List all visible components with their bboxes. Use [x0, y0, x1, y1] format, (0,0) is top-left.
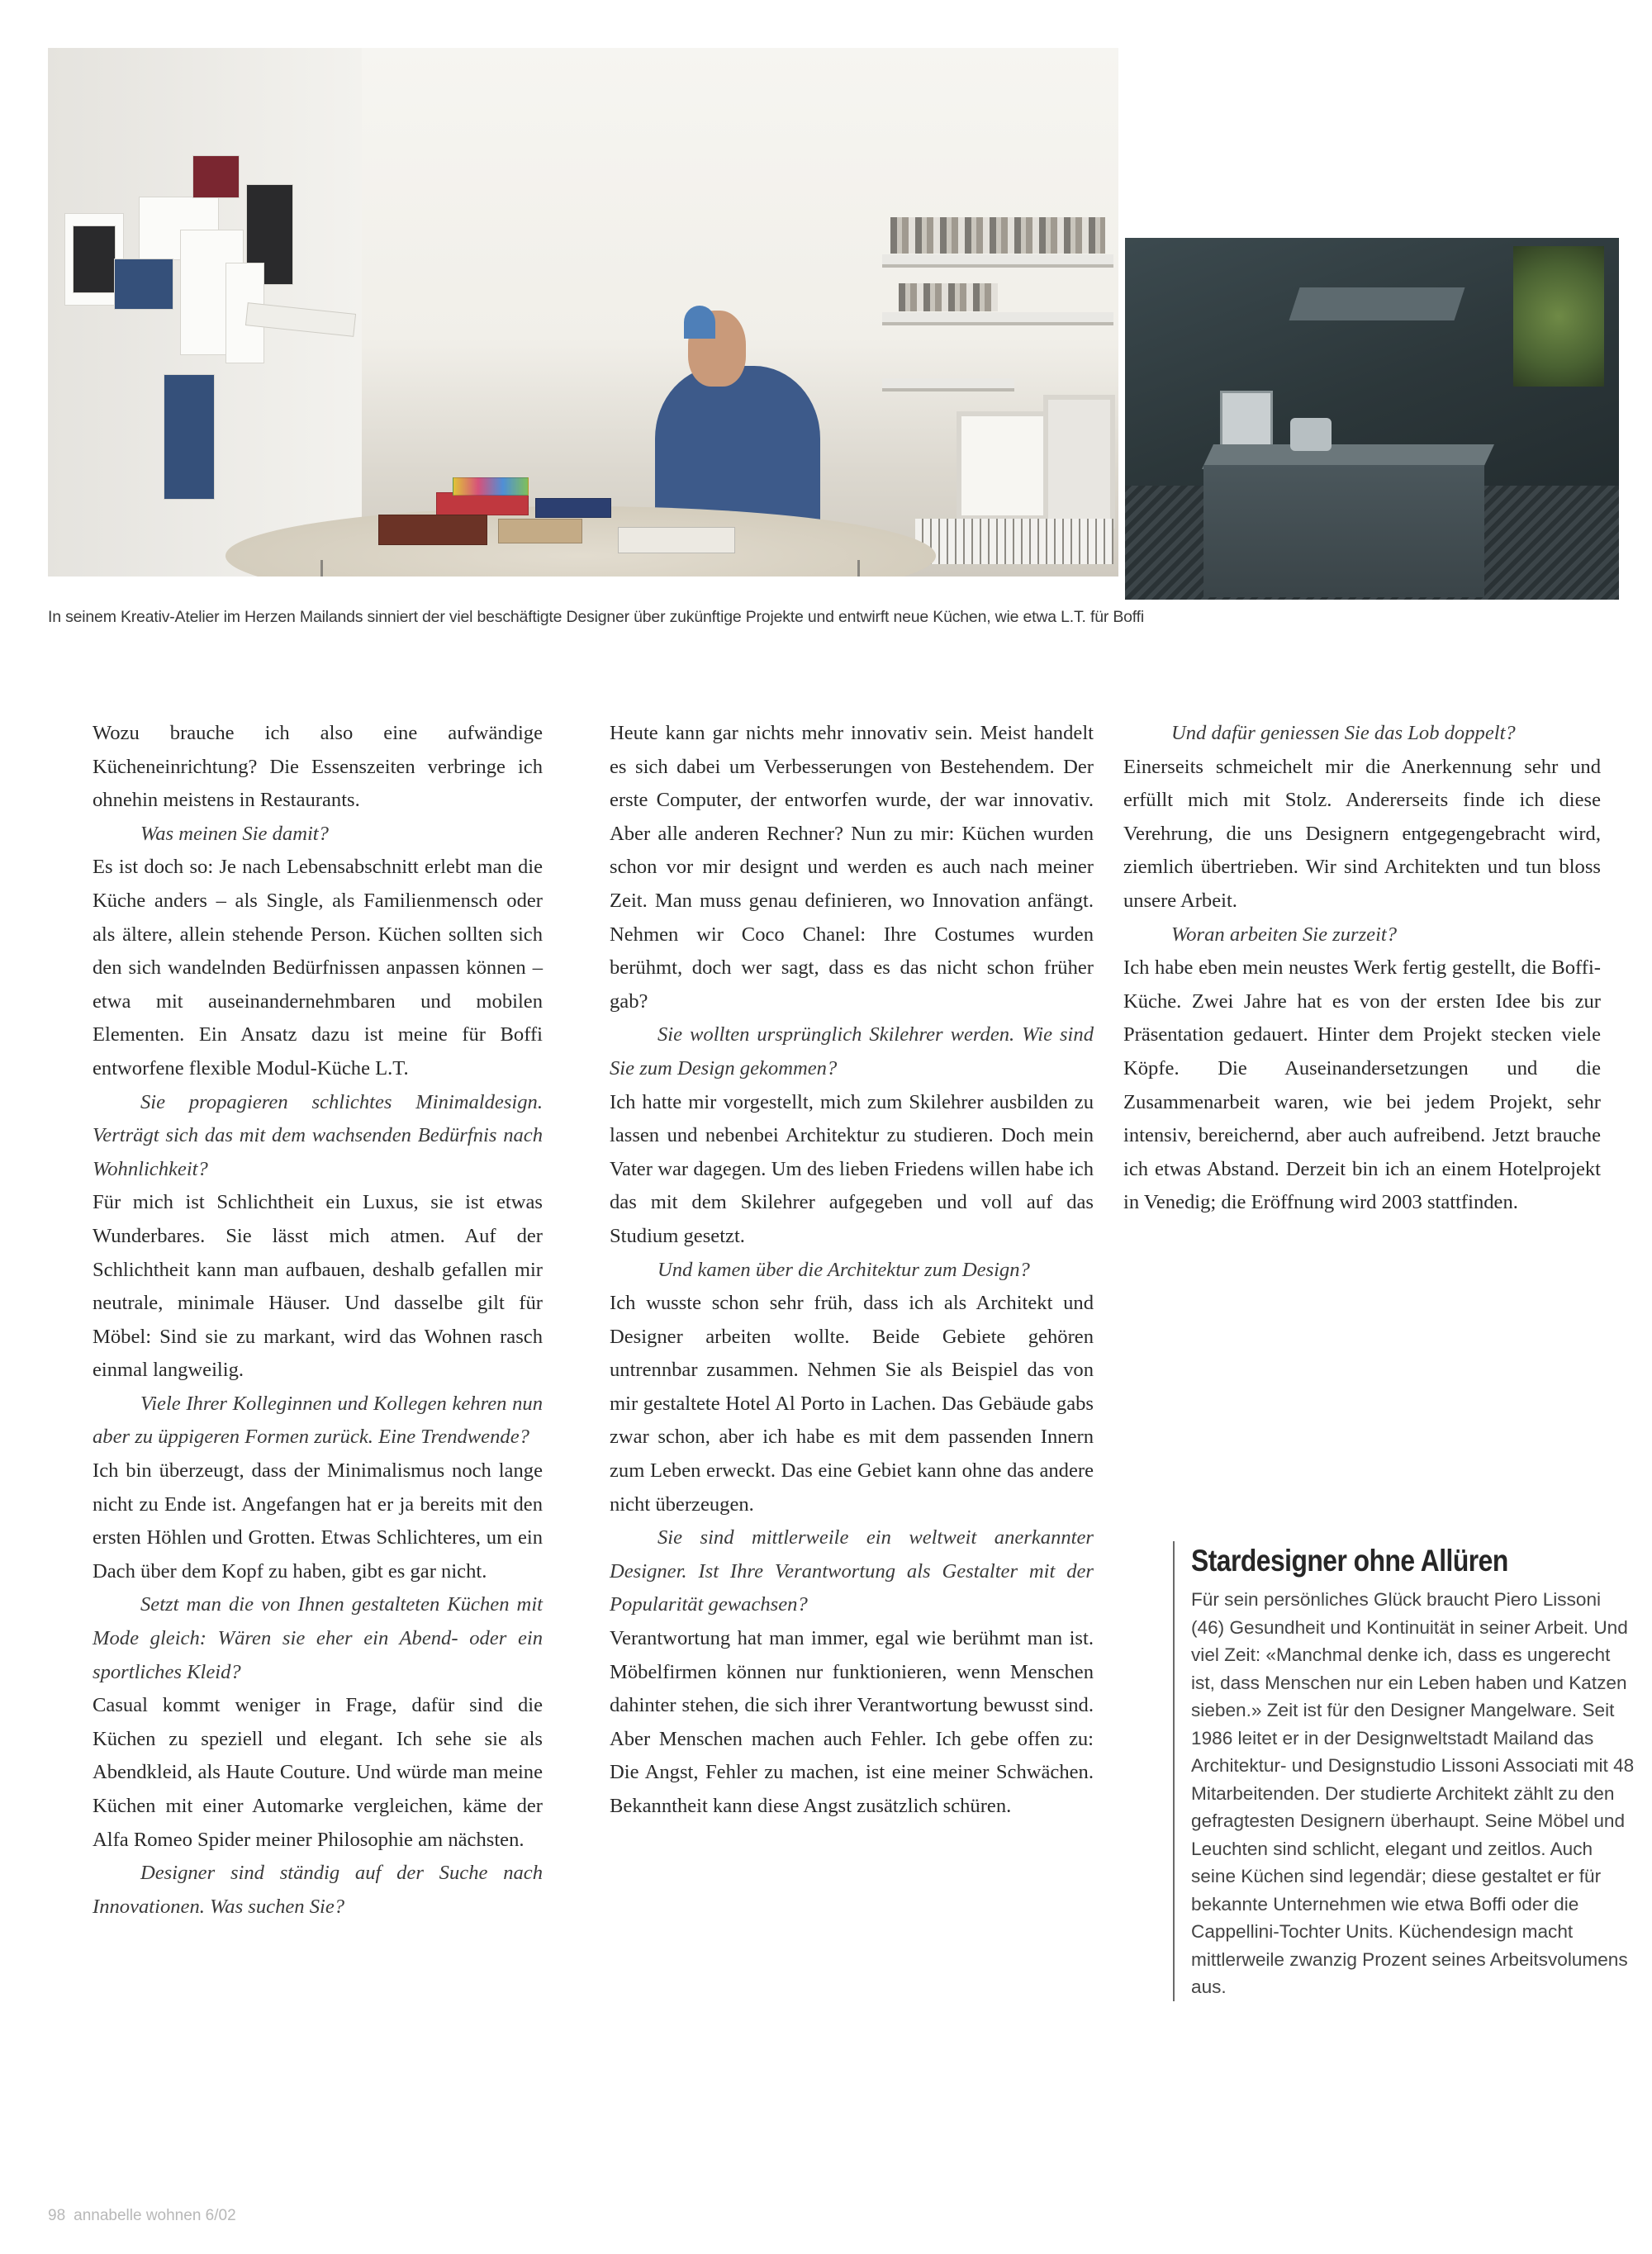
interview-answer: Für mich ist Schlichtheit ein Luxus, sie ist etwas Wunderbares. Sie lässt mich atmen. Auf der Schlichtheit kann man aufbauen, deshalb gefallen mir neutrale, minimale Häuser. Und dasselbe gilt für Möbel: Sind sie zu markant, wird das Wohnen rasch einmal langweilig.: [93, 1191, 543, 1382]
photo-radiator: [915, 519, 1113, 564]
photo-books: [436, 492, 529, 515]
photo-books: [378, 515, 487, 545]
photo-poster: [164, 374, 215, 500]
photo-kitchen-utensils: [1290, 418, 1332, 451]
photo-books: [618, 527, 735, 553]
photo-framed-print: [1043, 395, 1115, 529]
photo-books: [535, 498, 611, 518]
sidebar-paragraph: Für sein persönliches Glück braucht Piero Lissoni (46) Gesundheit und Kontinuität in seiner Arbeit. Und viel Zeit: «Manchmal denke ich, dass es ungerecht ist, dass Menschen nur ein Leben haben und Katzen sieben.» Zeit ist für den Designer Mangelware. Seit 1986 leitet er in der Designweltstadt Mailand das Architektur- und Designstudio Lissoni Associati mit 48 Mitarbeitenden. Der studierte Architekt zählt zu den gefragtesten Designern überhaupt. Seine Möbel und Leuchten sind schlicht, elegant und zeitlos. Auch seine Küchen sind legendär; diese gestaltet er für bekannte Unternehmen wie etwa Boffi oder die Cappellini-Tochter Units. Küchendesign macht mittlerweile zwanzig Prozent seines Arbeitsvolumens aus.: [1191, 1589, 1635, 1997]
interview-answer: Ich bin überzeugt, dass der Minimalismus noch lange nicht zu Ende ist. Angefangen hat er ja bereits mit den ersten Höhlen und Grotten. Etwas Schlichteres, um ein Dach über dem Kopf zu haben, gibt es gar nicht.: [93, 1459, 543, 1583]
interview-answer: Einerseits schmeichelt mir die Anerkennung sehr und erfüllt mich mit Stolz. Andererseits finde ich diese Verehrung, die uns Designern entgegengebracht wird, ziemlich übertrieben. Wir sind Architekten und tun bloss unsere Arbeit.: [1123, 755, 1601, 912]
photo-table-leg: [857, 560, 860, 577]
photo-kitchen-plant: [1513, 246, 1604, 387]
photo-caption: In seinem Kreativ-Atelier im Herzen Mailands sinniert der viel beschäftigte Designer über zukünftige Projekte und entwirft neue Küchen, wie etwa L.T. für Boffi: [48, 608, 1145, 626]
photo-person-cap: [684, 306, 715, 339]
interview-question: Designer sind ständig auf der Suche nach Innovationen. Was suchen Sie?: [93, 1862, 543, 1918]
interview-answer: Ich hatte mir vorgestellt, mich zum Skilehrer ausbilden zu lassen und nebenbei Architektur zu studieren. Doch mein Vater war dagegen. Um des lieben Friedens willen habe ich das mit dem Skilehrer aufgegeben und voll auf das Studium gesetzt.: [610, 1090, 1094, 1247]
photo-books: [498, 519, 582, 543]
interview-question: Und kamen über die Architektur zum Design?: [657, 1258, 1030, 1281]
photo-shelf: [882, 312, 1113, 325]
photo-kitchen-island: [1203, 465, 1484, 597]
photo-shelf-items: [899, 283, 998, 311]
interview-answer: Wozu brauche ich also eine aufwändige Kücheneinrichtung? Die Essenszeiten verbringe ich ohnehin meistens in Restaurants.: [93, 722, 543, 812]
interview-answer: Ich habe eben mein neustes Werk fertig gestellt, die Boffi-Küche. Zwei Jahre hat es von der ersten Idee bis zur Präsentation gedauert. Hinter dem Projekt stecken viele Köpfe. Die Auseinandersetzungen und die Zusammenarbeit waren, wie bei jedem Projekt, sehr intensiv, bereichernd, aber auch aufreibend. Jetzt brauche ich etwas Abstand. Derzeit bin ich an einem Hotelprojekt in Venedig; die Eröffnung wird 2003 stattfinden.: [1123, 956, 1601, 1214]
photo-kitchen-hood: [1289, 287, 1465, 320]
interview-answer: Es ist doch so: Je nach Lebensabschnitt erlebt man die Küche anders – als Single, als Familienmensch oder als ältere, allein stehende Person. Küchen sollten sich den sich wandelnden Bedürfnissen anpassen können – etwa mit auseinandernehmbaren und mobilen Elementen. Ein Ansatz dazu ist meine für Boffi entworfene flexible Modul-Küche L.T.: [93, 856, 543, 1080]
interview-question: Sie sind mittlerweile ein weltweit anerkannter Designer. Ist Ihre Verantwortung als Gestalter mit der Popularität gewachsen?: [610, 1526, 1094, 1616]
photo-books: [453, 477, 529, 496]
publication-name: annabelle wohnen 6/02: [74, 2207, 236, 2224]
interview-question: Woran arbeiten Sie zurzeit?: [1171, 923, 1398, 946]
interview-answer: Verantwortung hat man immer, egal wie berühmt man ist. Möbelfirmen können nur funktionieren, wenn Menschen dahinter stehen, die sich ihrer Verantwortung bewusst sind. Aber Menschen machen auch Fehler. Ich gebe offen zu: Die Angst, Fehler zu machen, ist eine meiner Schwächen. Bekanntheit kann diese Angst zusätzlich schüren.: [610, 1627, 1094, 1817]
photo-shelf: [882, 378, 1014, 391]
photo-boffi-kitchen: [1125, 238, 1619, 600]
interview-question: Was meinen Sie damit?: [140, 822, 329, 845]
interview-question: Viele Ihrer Kolleginnen und Kollegen kehren nun aber zu üppigeren Formen zurück. Eine Trendwende?: [93, 1392, 543, 1449]
sidebar-box: [1173, 1541, 1639, 2001]
photo-shelf-items: [890, 217, 1105, 254]
article-column-2: [610, 717, 1094, 1824]
photo-poster: [114, 259, 173, 310]
interview-answer: Ich wusste schon sehr früh, dass ich als Architekt und Designer arbeiten wollte. Beide Gebiete gehören untrennbar zusammen. Nehmen Sie als Beispiel das von mir gestaltete Hotel Al Porto in Lachen. Das Gebäude gabs zwar schon, aber ich habe es mit dem passenden Innern zum Leben erweckt. Das eine Gebiet kann ohne das andere nicht überzeugen.: [610, 1292, 1094, 1516]
page-footer: [48, 2207, 244, 2225]
photo-table-leg: [320, 560, 323, 577]
interview-answer: Casual kommt weniger in Frage, dafür sind die Küchen zu speziell und elegant. Ich sehe sie als Abendkleid, als Haute Couture. Und würde man meine Küchen mit einer Automarke vergleichen, käme der Alfa Romeo Spider meiner Philosophie am nächsten.: [93, 1694, 543, 1851]
article-column-3: [1123, 717, 1601, 1220]
article-column-1: [93, 717, 543, 1924]
sidebar-body: [1191, 1586, 1639, 2001]
interview-question: Sie wollten ursprünglich Skilehrer werden. Wie sind Sie zum Design gekommen?: [610, 1023, 1094, 1080]
photo-framed-print: [957, 411, 1049, 520]
photo-poster: [73, 225, 116, 293]
interview-answer: Heute kann gar nichts mehr innovativ sein. Meist handelt es sich dabei um Verbesserungen von Bestehendem. Der erste Computer, der entworfen wurde, der war innovativ. Aber alle anderen Rechner? Nun zu mir: Küchen wurden schon vor mir designt und werden es auch nach meiner Zeit. Man muss genau definieren, wo Innovation anfängt. Nehmen wir Coco Chanel: Ihre Costumes wurden berühmt, doch wer sagt, dass es das nicht schon früher gab?: [610, 722, 1094, 1013]
interview-question: Sie propagieren schlichtes Minimaldesign. Verträgt sich das mit dem wachsenden Bedürfnis nach Wohnlichkeit?: [93, 1090, 543, 1180]
sidebar-title: Stardesigner ohne Allüren: [1191, 1544, 1508, 1578]
page-number: 98: [48, 2207, 66, 2224]
photo-designer-studio: [48, 48, 1118, 577]
interview-question: Und dafür geniessen Sie das Lob doppelt?: [1171, 722, 1516, 744]
photo-poster-sign: [192, 155, 240, 198]
photo-shelf: [882, 254, 1113, 268]
interview-question: Setzt man die von Ihnen gestalteten Küchen mit Mode gleich: Wären sie eher ein Abend- oder ein sportliches Kleid?: [93, 1593, 543, 1683]
